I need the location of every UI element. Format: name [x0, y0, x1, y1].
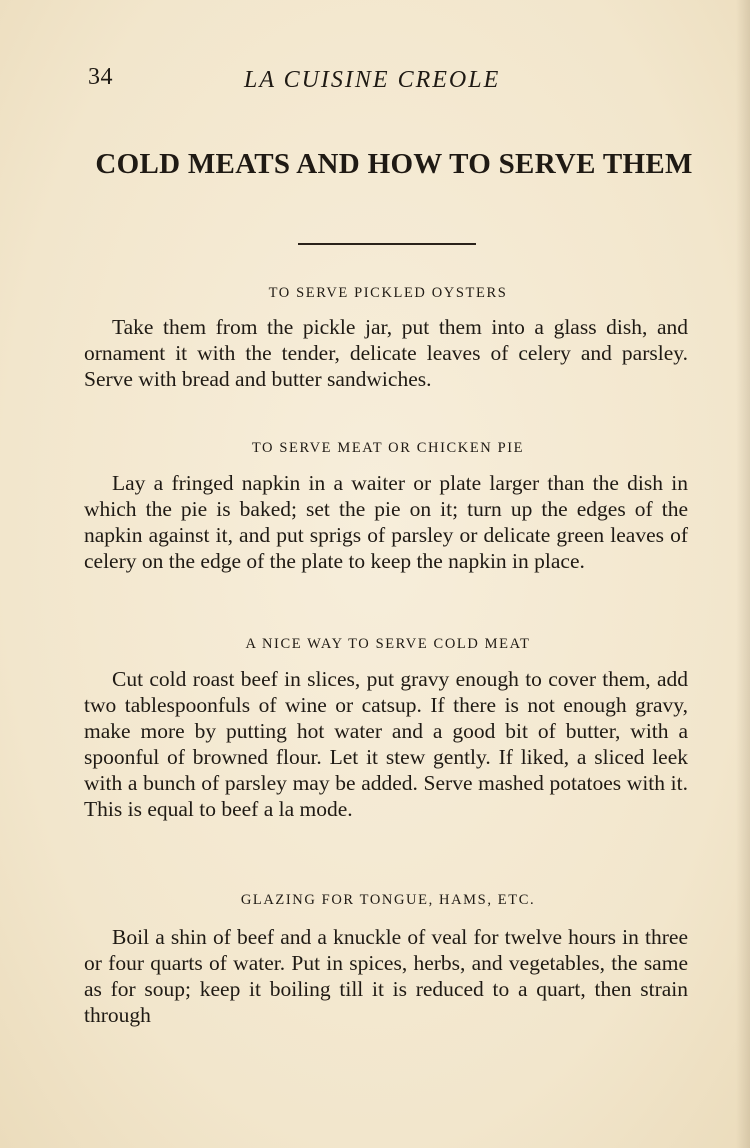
- section-heading: A NICE WAY TO SERVE COLD MEAT: [245, 636, 531, 652]
- section-heading: TO SERVE PICKLED OYSTERS: [268, 285, 508, 301]
- page-edge-shadow: [736, 0, 750, 1148]
- running-title: LA CUISINE CREOLE: [244, 67, 501, 93]
- section-heading: GLAZING FOR TONGUE, HAMS, ETC.: [240, 892, 536, 908]
- title-divider: [298, 243, 476, 245]
- section-paragraph: Lay a fringed napkin in a waiter or plate larger than the dish in which the pie is baked; set the pie on it; turn up the edges of the napkin against it, and put sprigs of parsley or delicate green leaves of celery on the edge of the plate to keep the napkin in place.: [84, 471, 688, 573]
- section-paragraph: Cut cold roast beef in slices, put gravy enough to cover them, add two tablespoonfuls of wine or catsup. If there is not enough gravy, make more by putting hot water and a good bit of butter, with a spoonful of browned flour. Let it stew gently. If liked, a sliced leek with a bunch of parsley may be added. Serve mashed potatoes with it. This is equal to beef a la mode.: [84, 667, 688, 821]
- chapter-title: COLD MEATS AND HOW TO SERVE THEM: [95, 148, 693, 180]
- page-number: 34: [88, 64, 113, 90]
- section-paragraph: Boil a shin of beef and a knuckle of veal for twelve hours in three or four quarts of water. Put in spices, herbs, and vegetables, the same as for soup; keep it boiling till it is reduced to a quart, then strain through: [84, 925, 688, 1027]
- section-heading: TO SERVE MEAT OR CHICKEN PIE: [251, 440, 525, 456]
- section-paragraph: Take them from the pickle jar, put them into a glass dish, and ornament it with the tender, delicate leaves of celery and parsley. Serve with bread and butter sandwiches.: [84, 315, 688, 391]
